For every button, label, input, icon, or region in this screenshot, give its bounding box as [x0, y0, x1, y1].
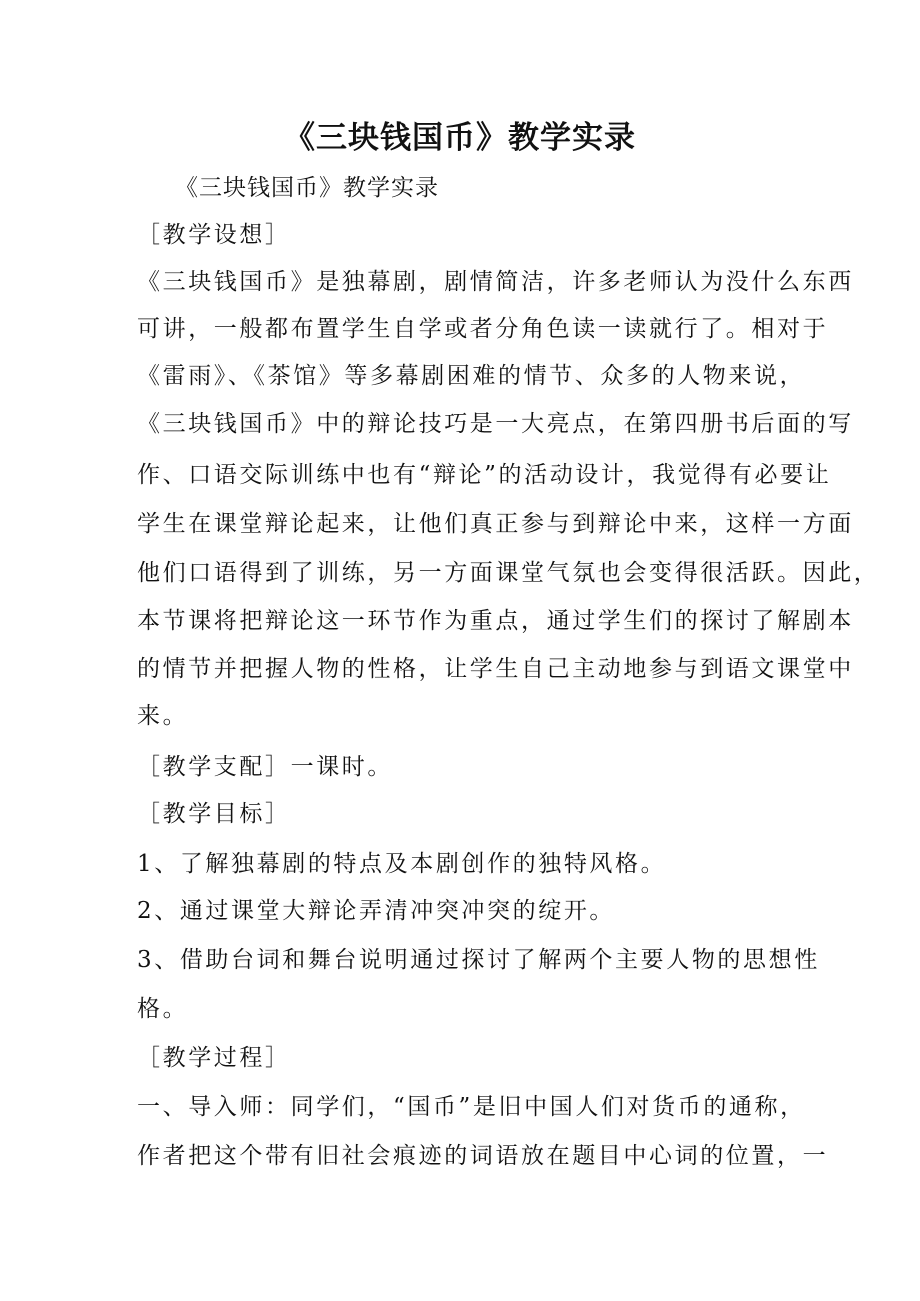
- process-line: 一、导入师：同学们，“国币”是旧中国人们对货币的通称，: [137, 1094, 806, 1120]
- paragraph-line: 学生在课堂辩论起来，让他们真正参与到辩论中来，这样一方面: [137, 511, 854, 537]
- paragraph-line: 《三块钱国币》中的辩论技巧是一大亮点，在第四册书后面的写: [137, 411, 854, 437]
- paragraph-line: 作、口语交际训练中也有“辩论”的活动设计，我觉得有必要让: [137, 462, 832, 488]
- paragraph-line: 《三块钱国币》是独幕剧，剧情简洁，许多老师认为没什么东西: [137, 269, 854, 295]
- paragraph-line: 可讲，一般都布置学生自学或者分角色读一读就行了。相对于: [137, 316, 829, 342]
- heading-teaching-goals: ［教学目标］: [137, 801, 291, 827]
- goal-item: 1、了解独幕剧的特点及本剧创作的独特风格。: [137, 851, 667, 877]
- goal-item: 格。: [137, 996, 189, 1022]
- document-subtitle: 《三块钱国币》教学实录: [175, 175, 439, 201]
- heading-teaching-process: ［教学过程］: [137, 1045, 291, 1071]
- goal-item: 3、借助台词和舞台说明通过探讨了解两个主要人物的思想性: [137, 947, 820, 973]
- paragraph-line: 本节课将把辩论这一环节作为重点，通过学生们的探讨了解剧本: [137, 608, 854, 634]
- paragraph-line: 来。: [137, 703, 189, 729]
- teaching-arrangement: ［教学支配］一课时。: [137, 754, 393, 780]
- paragraph-line: 的情节并把握人物的性格，让学生自己主动地参与到语文课堂中: [137, 656, 854, 682]
- goal-item: 2、通过课堂大辩论弄清冲突冲突的绽开。: [137, 898, 616, 924]
- paragraph-line: 他们口语得到了训练，另一方面课堂气氛也会变得很活跃。因此，: [137, 560, 880, 586]
- process-line: 作者把这个带有旧社会痕迹的词语放在题目中心词的位置，一: [137, 1143, 829, 1169]
- document-title: 《三块钱国币》教学实录: [284, 120, 636, 156]
- heading-teaching-design: ［教学设想］: [137, 222, 291, 248]
- paragraph-line: 《雷雨》、《茶馆》等多幕剧困难的情节、众多的人物来说，: [137, 363, 806, 389]
